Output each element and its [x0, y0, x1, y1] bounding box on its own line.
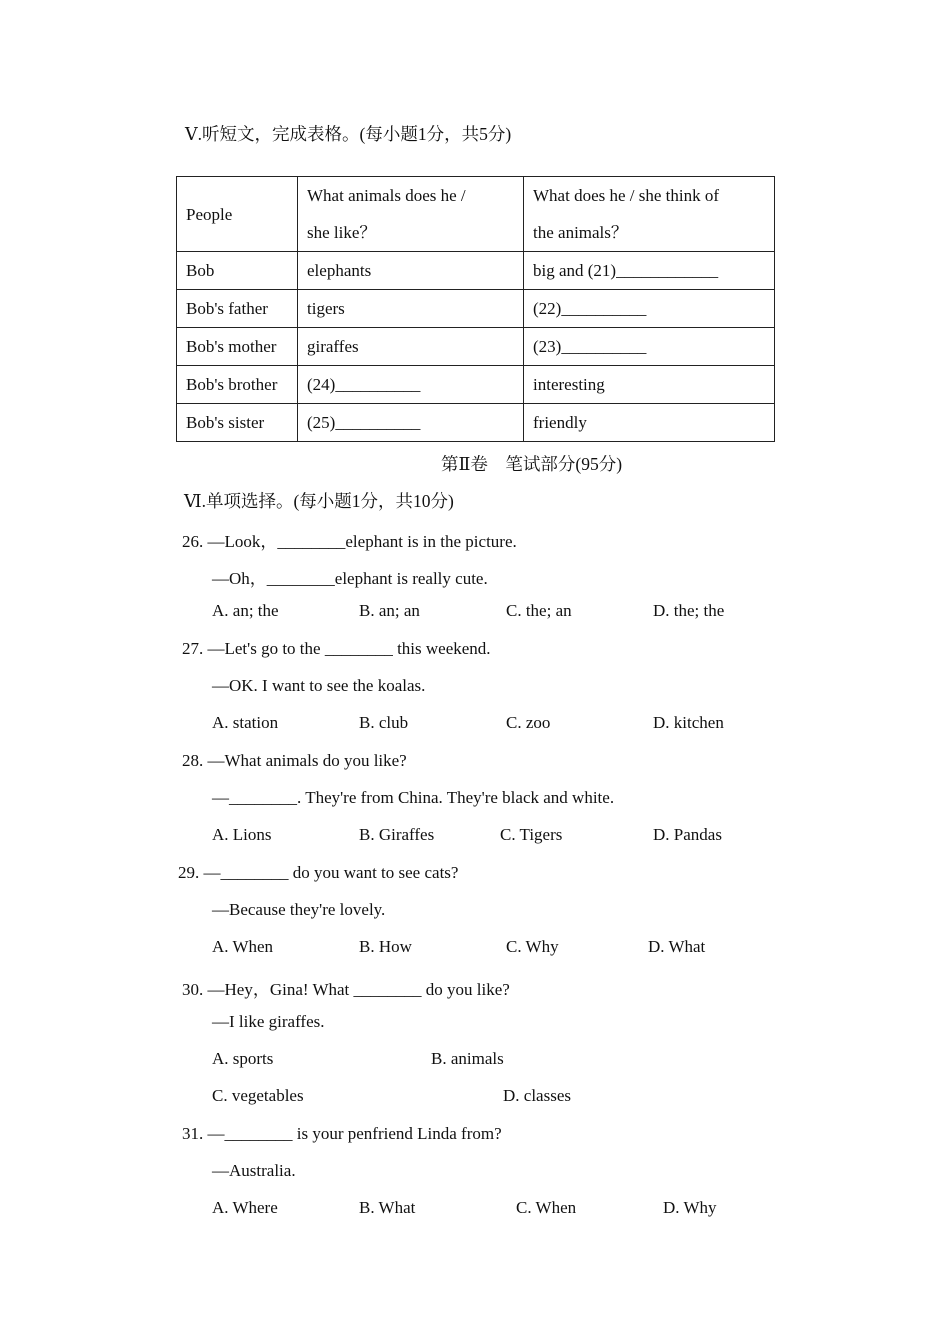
option-a[interactable]: A. When	[212, 937, 274, 956]
answer-line: —OK. I want to see the koalas.	[212, 676, 426, 695]
table-row	[177, 366, 775, 404]
option-a[interactable]: A. an; the	[212, 601, 279, 620]
listening-table	[176, 176, 775, 442]
cell-animal: (24)__________	[298, 366, 524, 404]
question-line: 28. —What animals do you like?	[182, 751, 407, 770]
option-d[interactable]: D. Pandas	[653, 825, 722, 844]
cell-animal: tigers	[298, 290, 524, 328]
answer-line: —Because they're lovely.	[212, 900, 386, 919]
cell-animal: giraffes	[298, 328, 524, 366]
cell-person: Bob's mother	[177, 328, 298, 366]
option-d[interactable]: D. What	[648, 937, 706, 956]
option-d[interactable]: D. classes	[503, 1086, 571, 1105]
option-b[interactable]: B. What	[359, 1198, 416, 1217]
table-row	[177, 290, 775, 328]
option-b[interactable]: B. club	[359, 713, 409, 732]
table-row	[177, 404, 775, 442]
header-opinion-line2: the animals？	[533, 223, 628, 242]
answer-line: —________. They're from China. They're black and white.	[212, 788, 615, 807]
option-a[interactable]: A. Where	[212, 1198, 278, 1217]
option-c[interactable]: C. the; an	[506, 601, 572, 620]
table-row	[177, 328, 775, 366]
answer-line: —Oh，________elephant is really cute.	[212, 569, 488, 588]
option-c[interactable]: C. zoo	[506, 713, 551, 732]
header-animals-line1: What animals does he /	[307, 186, 466, 205]
option-b[interactable]: B. an; an	[359, 601, 420, 620]
header-animals	[298, 177, 524, 252]
header-animals-line2: she like？	[307, 223, 377, 242]
option-c[interactable]: C. Tigers	[500, 825, 563, 844]
question-line: 27. —Let's go to the ________ this weekend.	[182, 639, 491, 658]
header-opinion-line1: What does he / she think of	[533, 186, 720, 205]
cell-animal: elephants	[298, 252, 524, 290]
question-line: 26. —Look，________elephant is in the picture.	[182, 532, 517, 551]
option-b[interactable]: B. Giraffes	[359, 825, 435, 844]
question-line: 30. —Hey，Gina! What ________ do you like?	[182, 980, 510, 999]
option-a[interactable]: A. sports	[212, 1049, 274, 1068]
option-d[interactable]: D. the; the	[653, 601, 725, 620]
cell-opinion: big and (21)____________	[524, 252, 775, 290]
cell-opinion: interesting	[524, 366, 775, 404]
option-b[interactable]: B. How	[359, 937, 412, 956]
option-c[interactable]: C. When	[516, 1198, 577, 1217]
cell-opinion: friendly	[524, 404, 775, 442]
cell-opinion: (22)__________	[524, 290, 775, 328]
question-line: 31. —________ is your penfriend Linda from?	[182, 1124, 502, 1143]
header-people: People	[177, 177, 298, 252]
header-opinion	[524, 177, 775, 252]
answer-line: —Australia.	[212, 1161, 296, 1180]
cell-opinion: (23)__________	[524, 328, 775, 366]
cell-person: Bob's sister	[177, 404, 298, 442]
answer-line: —I like giraffes.	[212, 1012, 325, 1031]
question-line: 29. —________ do you want to see cats?	[178, 863, 459, 882]
section-5-heading: Ⅴ.听短文，完成表格。(每小题1分，共5分)	[185, 124, 512, 144]
option-b[interactable]: B. animals	[431, 1049, 504, 1068]
option-a[interactable]: A. station	[212, 713, 279, 732]
cell-person: Bob	[177, 252, 298, 290]
option-c[interactable]: C. vegetables	[212, 1086, 304, 1105]
option-d[interactable]: D. Why	[663, 1198, 717, 1217]
table-row	[177, 252, 775, 290]
section-6-heading: Ⅵ.单项选择。(每小题1分，共10分)	[184, 491, 454, 511]
table-header-row	[177, 177, 775, 252]
option-a[interactable]: A. Lions	[212, 825, 272, 844]
option-d[interactable]: D. kitchen	[653, 713, 724, 732]
cell-person: Bob's brother	[177, 366, 298, 404]
cell-animal: (25)__________	[298, 404, 524, 442]
option-c[interactable]: C. Why	[506, 937, 559, 956]
part-2-title: 第Ⅱ卷 笔试部分(95分)	[441, 454, 623, 474]
cell-person: Bob's father	[177, 290, 298, 328]
